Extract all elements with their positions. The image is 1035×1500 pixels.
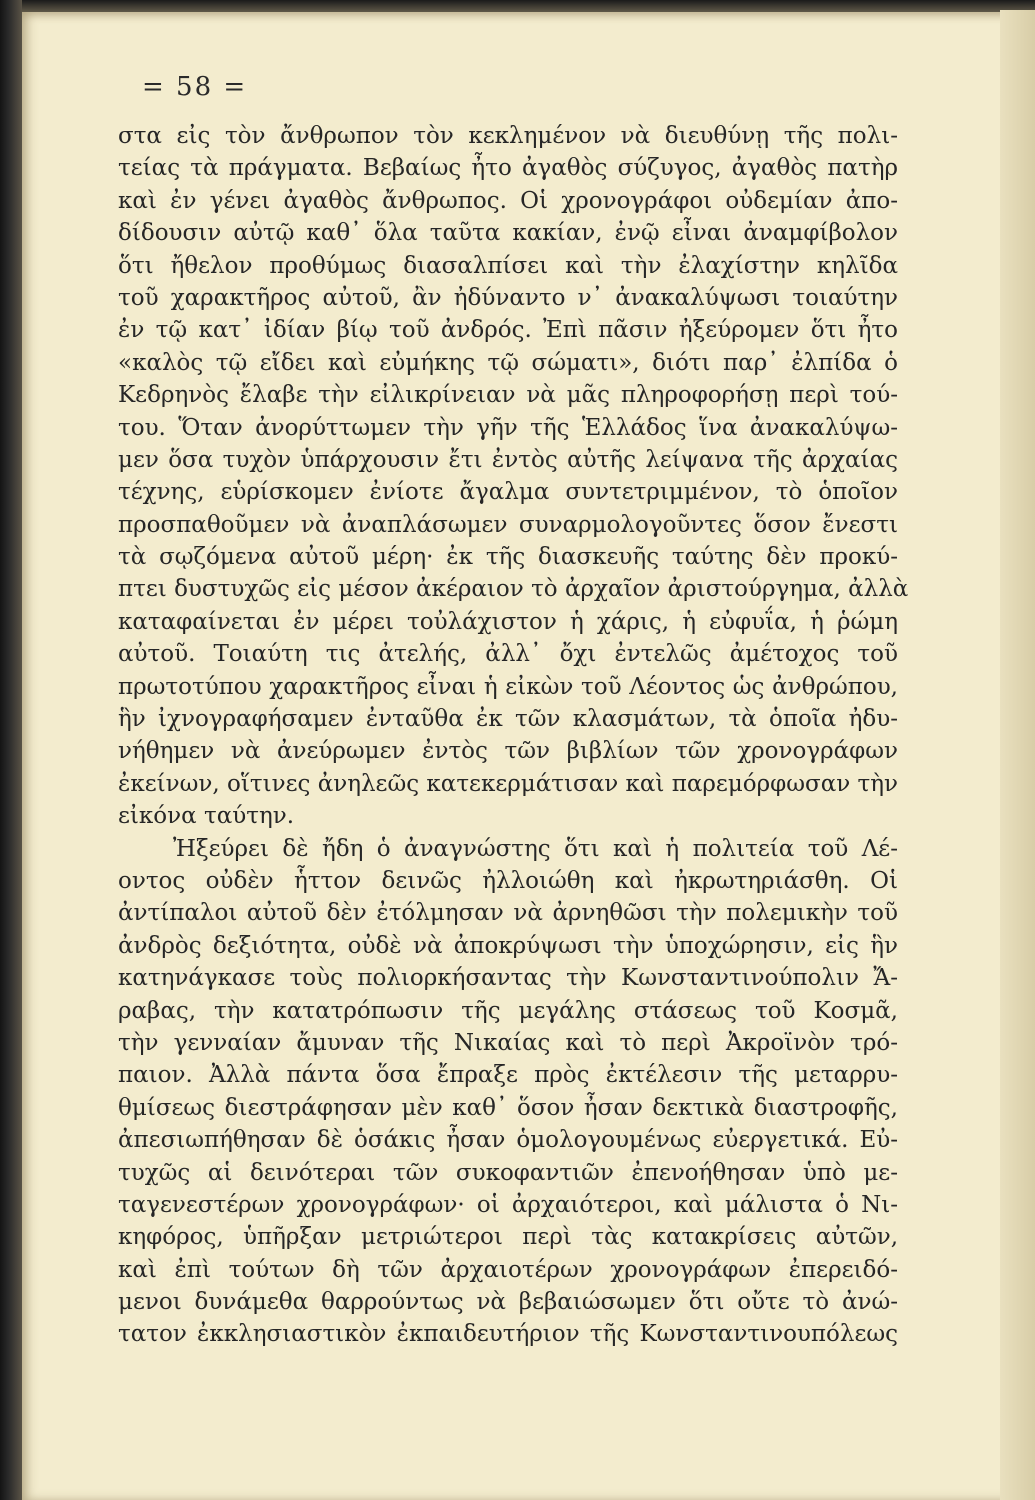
text-line: οντος οὐδὲν ἧττον δεινῶς ἠλλοιώθη καὶ ἠκρωτηριάσθη. Οἱ <box>118 867 898 894</box>
text-line: τὴν γενναίαν ἄμυναν τῆς Νικαίας καὶ τὸ περὶ Ἀκροϊνὸν τρό- <box>118 1029 898 1056</box>
text-line: τατον ἐκκλησιαστικὸν ἐκπαιδευτήριον τῆς Κωνσταντινουπόλεως <box>118 1321 898 1348</box>
text-line: καὶ ἐν γένει ἀγαθὸς ἄνθρωπος. Οἱ χρονογράφοι οὐδεμίαν ἀπο- <box>118 187 898 214</box>
text-line: ὅτι ἤθελον προθύμως διασαλπίσει καὶ τὴν ἐλαχίστην κηλῖδα <box>118 252 898 279</box>
text-line: ἐκείνων, οἵτινες ἀνηλεῶς κατεκερμάτισαν καὶ παρεμόρφωσαν τὴν <box>118 770 899 797</box>
text-line: προσπαθοῦμεν νὰ ἀναπλάσωμεν συναρμολογοῦντες ὅσον ἔνεστι <box>118 511 898 538</box>
text-line: αὐτοῦ. Τοιαύτη τις ἀτελής, ἀλλ᾿ ὄχι ἐντελῶς ἀμέτοχος τοῦ <box>118 641 898 668</box>
text-line: πρωτοτύπου χαρακτῆρος εἶναι ἡ εἰκὼν τοῦ Λέοντος ὡς ἀνθρώπου, <box>118 673 898 700</box>
scan-left-edge <box>0 0 22 1500</box>
text-line: «καλὸς τῷ εἴδει καὶ εὐμήκης τῷ σώματι», διότι παρ᾿ ἐλπίδα ὁ <box>118 349 898 376</box>
text-line: ἀνδρὸς δεξιότητα, οὐδὲ νὰ ἀποκρύψωσι τὴν ὑποχώρησιν, εἰς ἣν <box>118 932 898 959</box>
text-line: τυχῶς αἱ δεινότεραι τῶν συκοφαντιῶν ἐπενοήθησαν ὑπὸ με- <box>118 1159 898 1186</box>
text-line: Κεδρηνὸς ἔλαβε τὴν εἰλικρίνειαν νὰ μᾶς πληροφορήσῃ περὶ τού- <box>118 382 898 409</box>
text-line: στα εἰς τὸν ἄνθρωπον τὸν κεκλημένον νὰ διευθύνῃ τῆς πολι- <box>118 123 898 149</box>
text-line: τὰ σῳζόμενα αὐτοῦ μέρη· ἐκ τῆς διασκευῆς ταύτης δὲν προκύ- <box>118 544 898 571</box>
text-line: ἣν ἰχνογραφήσαμεν ἐνταῦθα ἐκ τῶν κλασμάτων, τὰ ὁποῖα ἠδυ- <box>118 706 898 733</box>
body-text <box>118 120 909 1351</box>
text-line: του. Ὅταν ἀνορύττωμεν τὴν γῆν τῆς Ἑλλάδος ἵνα ἀνακαλύψω- <box>118 414 898 441</box>
text-line: ἀπεσιωπήθησαν δὲ ὁσάκις ἦσαν ὁμολογουμένως εὐεργετικά. Εὐ- <box>118 1127 898 1154</box>
text-line: μεν ὅσα τυχὸν ὑπάρχουσιν ἔτι ἐντὸς αὐτῆς λείψανα τῆς ἀρχαίας <box>118 446 898 473</box>
text-line: τέχνης, εὑρίσκομεν ἐνίοτε ἄγαλμα συντετριμμένον, τὸ ὁποῖον <box>118 479 898 506</box>
text-line: ἀντίπαλοι αὐτοῦ δὲν ἐτόλμησαν νὰ ἀρνηθῶσι τὴν πολεμικὴν τοῦ <box>118 900 898 927</box>
text-line: ταγενεστέρων χρονογράφων· οἱ ἀρχαιότεροι, καὶ μάλιστα ὁ Νι- <box>118 1191 898 1218</box>
text-line: μενοι δυνάμεθα θαρρούντως νὰ βεβαιώσωμεν ὅτι οὔτε τὸ ἀνώ- <box>118 1289 898 1316</box>
text-line: πτει δυστυχῶς εἰς μέσον ἀκέραιον τὸ ἀρχαῖον ἀριστούργημα, ἀλλὰ <box>118 576 909 603</box>
text-line: κατηνάγκασε τοὺς πολιορκήσαντας τὴν Κωνσταντινούπολιν Ἄ- <box>118 965 898 992</box>
text-line: καταφαίνεται ἐν μέρει τοὐλάχιστον ἡ χάρις, ἡ εὐφυΐα, ἡ ῥώμη <box>118 608 898 635</box>
text-line: τείας τὰ πράγματα. Βεβαίως ἦτο ἀγαθὸς σύζυγος, ἀγαθὸς πατὴρ <box>118 155 898 182</box>
text-line: παιον. Ἀλλὰ πάντα ὅσα ἔπραξε πρὸς ἐκτέλεσιν τῆς μεταρρυ- <box>118 1062 898 1089</box>
text-line: νήθημεν νὰ ἀνεύρωμεν ἐντὸς τῶν βιβλίων τῶν χρονογράφων <box>118 738 898 765</box>
text-line-paragraph-end: εἰκόνα ταύτην. <box>118 803 295 830</box>
text-line-paragraph-start: Ἠξεύρει δὲ ἤδη ὁ ἀναγνώστης ὅτι καὶ ἡ πολιτεία τοῦ Λέ- <box>173 835 898 862</box>
text-line: κηφόρος, ὑπῆρξαν μετριώτεροι περὶ τὰς κατακρίσεις αὐτῶν, <box>118 1224 898 1251</box>
text-line: θμίσεως διεστράφησαν μὲν καθ᾿ ὅσον ἦσαν δεκτικὰ διαστροφῆς, <box>118 1094 898 1121</box>
page-right-margin <box>1000 10 1035 1500</box>
text-line: καὶ ἐπὶ τούτων δὴ τῶν ἀρχαιοτέρων χρονογράφων ἐπερειδό- <box>118 1256 898 1283</box>
page-number: = 58 = <box>142 72 248 102</box>
text-line: ραβας, τὴν κατατρόπωσιν τῆς μεγάλης στάσεως τοῦ Κοσμᾶ, <box>118 997 898 1024</box>
text-line: ἐν τῷ κατ᾿ ἰδίαν βίῳ τοῦ ἀνδρός. Ἐπὶ πᾶσιν ἠξεύρομεν ὅτι ἦτο <box>118 317 898 344</box>
text-line: δίδουσιν αὐτῷ καθ᾿ ὅλα ταῦτα κακίαν, ἐνῷ εἶναι ἀναμφίβολον <box>118 220 898 247</box>
text-line: τοῦ χαρακτῆρος αὐτοῦ, ἂν ἠδύναντο ν᾿ ἀνακαλύψωσι τοιαύτην <box>118 284 898 311</box>
